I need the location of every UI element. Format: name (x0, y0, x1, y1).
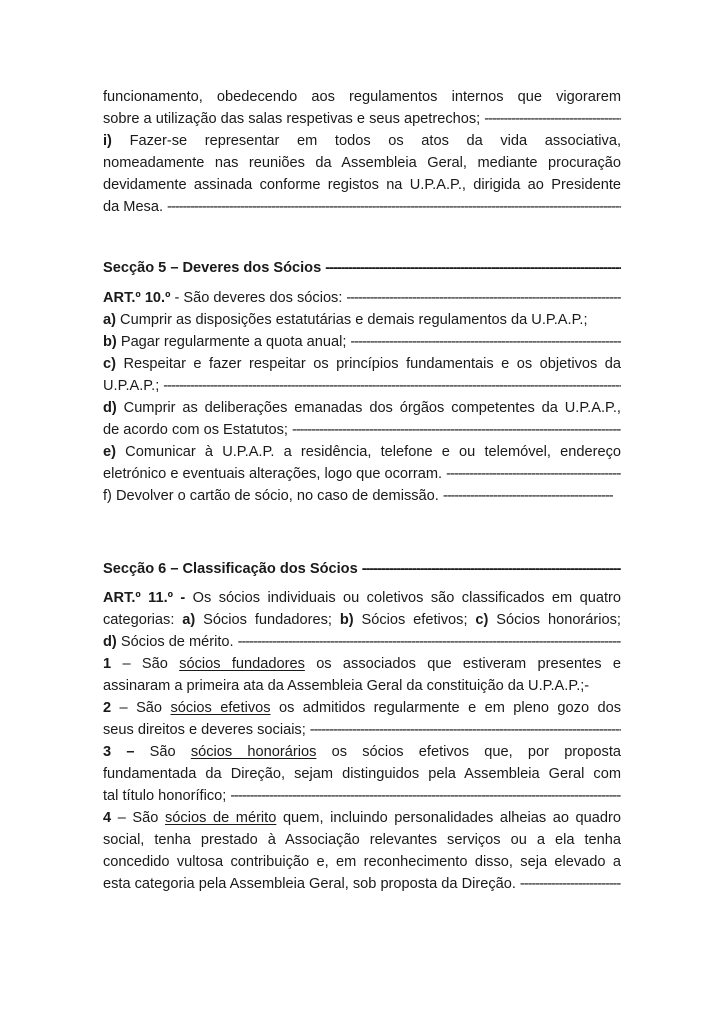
continuation-block (103, 86, 621, 218)
paragraph-4 (103, 807, 621, 829)
item-b (103, 331, 621, 353)
item-label: c) (103, 356, 116, 372)
item-label: c) (475, 612, 489, 628)
heading-text: Secção 5 – Deveres dos Sócios (103, 260, 322, 276)
item-label: b) (339, 612, 354, 628)
text: quem, incluindo personalidades alheias ao quadro (276, 810, 621, 826)
text: Sócios de mérito. (116, 634, 234, 650)
text: – São (111, 656, 180, 672)
text: nomeadamente nas reuniões da Assembleia Geral, mediante procuração (103, 155, 621, 171)
text: Sócios honorários; (488, 612, 621, 628)
text-line (103, 152, 621, 174)
paragraph-number: 2 (103, 700, 112, 716)
text: – São (111, 810, 165, 826)
text: Os sócios individuais ou coletivos são classificados em quatro (185, 590, 621, 606)
text: os sócios efetivos que, por proposta (316, 744, 621, 760)
text-line (103, 174, 621, 196)
article-line (103, 287, 621, 309)
paragraph-1 (103, 653, 621, 675)
text: esta categoria pela Assembleia Geral, sob proposta da Direção. (103, 876, 516, 892)
paragraph-number: 1 (103, 656, 112, 672)
item-label: e) (103, 444, 116, 460)
text-line (103, 196, 621, 218)
item-e (103, 441, 621, 463)
item-label: i) (103, 133, 112, 149)
item-label: a) (103, 312, 116, 328)
text-line (103, 375, 621, 397)
item-i-line (103, 130, 621, 152)
section-5 (103, 257, 621, 279)
text: São (134, 744, 191, 760)
text: Pagar regularmente a quota anual; (116, 334, 347, 350)
paragraph-number: 3 – (103, 744, 135, 760)
categories-line (103, 631, 621, 653)
text: - São deveres dos sócios: (170, 290, 343, 306)
text: eletrónico e eventuais alterações, logo que ocorram. (103, 466, 443, 482)
text: U.P.A.P.; (103, 378, 160, 394)
text: f) Devolver o cartão de sócio, no caso de demissão. (103, 488, 439, 504)
text-line (103, 419, 621, 441)
text: fundamentada da Direção, sejam distinguidos pela Assembleia Geral com (103, 766, 621, 782)
text: Sócios efetivos; (353, 612, 476, 628)
heading-text: Secção 6 – Classificação dos Sócios (103, 561, 358, 577)
text: tal título honorífico; (103, 788, 227, 804)
defined-term: sócios de mérito (165, 810, 277, 826)
text: – São (111, 700, 171, 716)
text: os associados que estiveram presentes e (304, 656, 621, 672)
text: devidamente assinada conforme registos na U.P.A.P., dirigida ao Presidente (103, 177, 621, 193)
text: sobre a utilização das salas respetivas e seus apetrechos; (103, 111, 481, 127)
item-d (103, 397, 621, 419)
text: Sócios fundadores; (195, 612, 340, 628)
text: os admitidos regularmente e em pleno gozo dos (270, 700, 621, 716)
item-label: a) (182, 612, 196, 628)
text: categorias: (103, 612, 183, 628)
section-heading (103, 257, 621, 279)
text: funcionamento, obedecendo aos regulamentos internos que vigorarem (103, 89, 621, 105)
article-10 (103, 287, 621, 507)
text-line (103, 829, 621, 851)
article-label: ART.º 11.º - (103, 590, 186, 606)
text-line (103, 108, 621, 130)
text: Fazer-se representar em todos os atos da vida associativa, (129, 133, 621, 149)
article-11 (103, 587, 621, 895)
text-line (103, 675, 621, 697)
defined-term: sócios honorários (190, 744, 317, 760)
text: assinaram a primeira ata da Assembleia Geral da constituição da U.P.A.P.;- (103, 678, 590, 694)
text-line (103, 463, 621, 485)
text: Cumprir as deliberações emanadas dos órgãos competentes da U.P.A.P., (116, 400, 621, 416)
section-heading (103, 558, 621, 580)
item-label: d) (103, 634, 117, 650)
paragraph-3 (103, 741, 621, 763)
section-6 (103, 558, 621, 580)
text: seus direitos e deveres sociais; (103, 722, 306, 738)
text: Comunicar à U.P.A.P. a residência, telefone e ou telemóvel, endereço (115, 444, 621, 460)
text-line (103, 785, 621, 807)
paragraph-2 (103, 697, 621, 719)
text: Cumprir as disposições estatutárias e demais regulamentos da U.P.A.P.; (115, 312, 588, 328)
defined-term: sócios fundadores (179, 656, 305, 672)
text: Respeitar e fazer respeitar os princípios fundamentais e os objetivos da (115, 356, 621, 372)
item-a (103, 309, 621, 331)
item-label: d) (103, 400, 117, 416)
text-line (103, 86, 621, 108)
text-line (103, 873, 621, 895)
item-c (103, 353, 621, 375)
text-line (103, 763, 621, 785)
item-f (103, 485, 613, 507)
text: de acordo com os Estatutos; (103, 422, 288, 438)
text: concedido vultosa contribuição e, em reconhecimento disso, seja elevado a (103, 854, 621, 870)
article-line (103, 587, 621, 609)
text: social, tenha prestado à Associação relevantes serviços ou a ela tenha (103, 832, 621, 848)
categories-line (103, 609, 621, 631)
text-line (103, 719, 621, 741)
text: da Mesa. (103, 199, 164, 215)
defined-term: sócios efetivos (170, 700, 271, 716)
text-line (103, 851, 621, 873)
paragraph-number: 4 (103, 810, 112, 826)
item-label: b) (103, 334, 117, 350)
article-label: ART.º 10.º (103, 290, 171, 306)
